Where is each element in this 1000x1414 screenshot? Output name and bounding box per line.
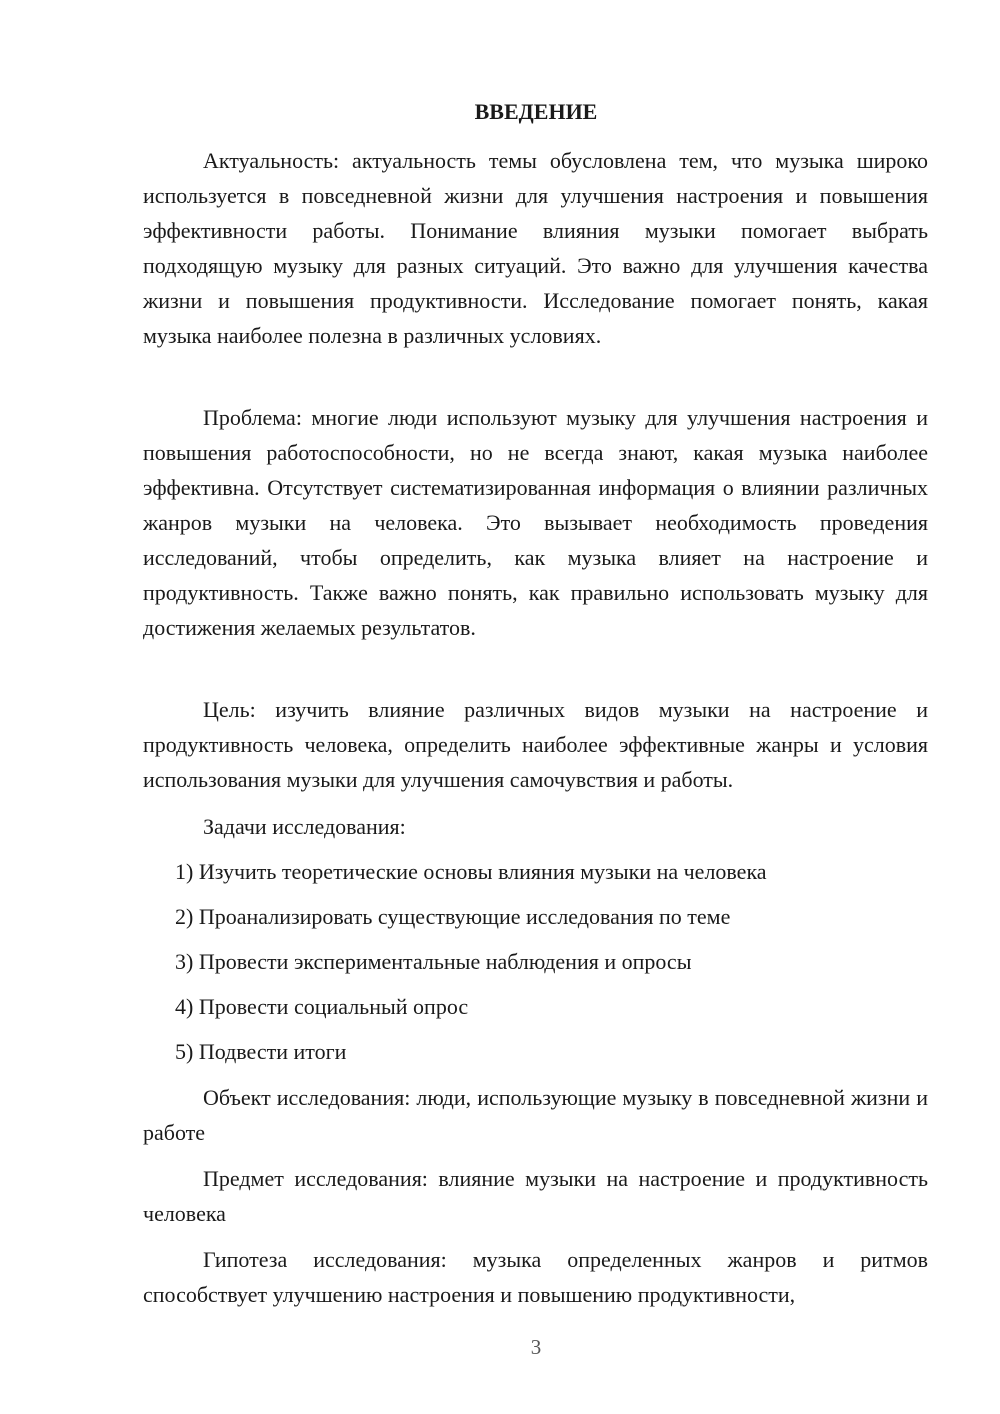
- relevance-paragraph: Актуальность: актуальность темы обусловлена тем, что музыка широко используется в повседневной жизни для улучшения настроения и повышения эффективности работы. Понимание влияния музыки помогает выбрать подходящую музыку для разных ситуаций. Это важно для улучшения качества жизни и повышения продуктивности. Исследование помогает понять, какая музыка наиболее полезна в различных условиях.: [143, 148, 928, 348]
- task-item: 4) Провести социальный опрос: [175, 994, 469, 1019]
- hypothesis-paragraph: Гипотеза исследования: музыка определенных жанров и ритмов способствует улучшению настроения и повышению продуктивности,: [143, 1247, 928, 1307]
- task-item: 5) Подвести итоги: [175, 1039, 347, 1064]
- tasks-title: Задачи исследования:: [203, 814, 406, 839]
- task-item: 2) Проанализировать существующие исследования по теме: [175, 904, 731, 929]
- task-item: 3) Провести экспериментальные наблюдения и опросы: [175, 949, 692, 974]
- goal-paragraph: Цель: изучить влияние различных видов музыки на настроение и продуктивность человека, определить наиболее эффективные жанры и условия использования музыки для улучшения самочувствия и работы.: [143, 697, 928, 792]
- task-item: 1) Изучить теоретические основы влияния музыки на человека: [175, 859, 767, 884]
- section-heading: ВВЕДЕНИЕ: [474, 99, 598, 124]
- subject-paragraph: Предмет исследования: влияние музыки на настроение и продуктивность человека: [143, 1166, 928, 1226]
- object-paragraph: Объект исследования: люди, использующие музыку в повседневной жизни и работе: [143, 1085, 928, 1145]
- page-number: 3: [530, 1335, 542, 1359]
- problem-paragraph: Проблема: многие люди используют музыку для улучшения настроения и повышения работоспособности, но не всегда знают, какая музыка наиболее эффективна. Отсутствует систематизированная информация о влиянии различных жанров музыки на человека. Это вызывает необходимость проведения исследований, чтобы определить, как музыка влияет на настроение и продуктивность. Также важно понять, как правильно использовать музыку для достижения желаемых результатов.: [143, 405, 928, 640]
